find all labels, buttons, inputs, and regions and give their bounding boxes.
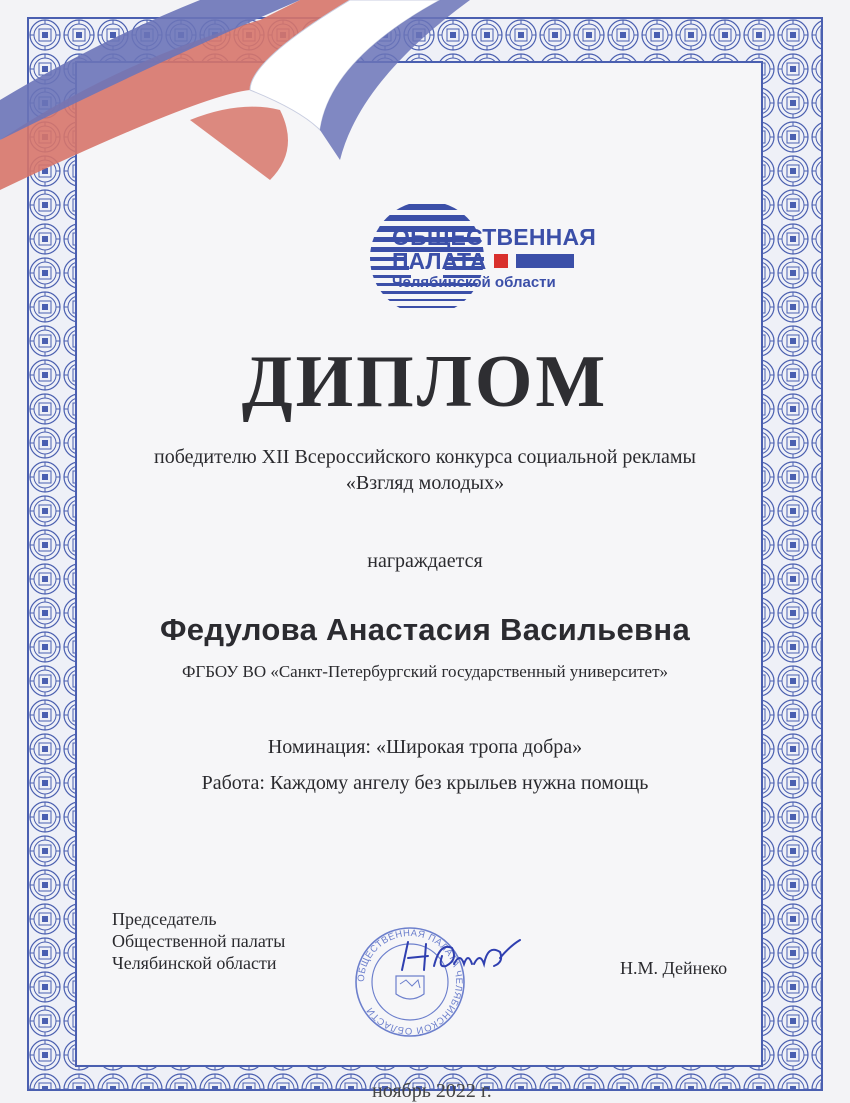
subtitle-line2: «Взгляд молодых» [345,472,505,494]
signatory-position [112,908,285,974]
recipient-name: Федулова Анастасия Васильевна [160,612,690,647]
awarded-text: награждается [367,550,483,572]
nomination: Номинация: «Широкая тропа добра» [267,736,583,758]
subtitle-line1: победителю XII Всероссийского конкурса социальной рекламы [154,446,696,468]
official-stamp [350,922,550,1052]
organization-name-line2-row [392,249,596,273]
signatory-name: Н.М. Дейнеко [620,958,728,978]
position-line3: Челябинской области [112,953,277,973]
organization-name-line2: ПАЛАТА [392,248,487,274]
organization-name-line1: ОБЩЕСТВЕННАЯ [392,224,596,250]
diploma-title: ДИПЛОМ [241,341,609,423]
work-title: Работа: Каждому ангелу без крыльев нужна помощь [201,772,649,794]
stamp-text: ОБЩЕСТВЕННАЯ ПАЛАТА ЧЕЛЯБИНСКОЙ ОБЛАСТИ [355,927,465,1037]
organization-name [392,225,596,293]
organization-name-line3: Челябинской области [392,274,556,291]
institution: ФГБОУ ВО «Санкт-Петербургский государственный университет» [181,662,669,681]
position-line1: Председатель [112,909,217,929]
logo-red-square [494,254,508,268]
position-line2: Общественной палаты [112,931,286,951]
logo-blue-bar [516,254,574,268]
diploma-date: ноябрь 2022 г. [372,1080,492,1102]
